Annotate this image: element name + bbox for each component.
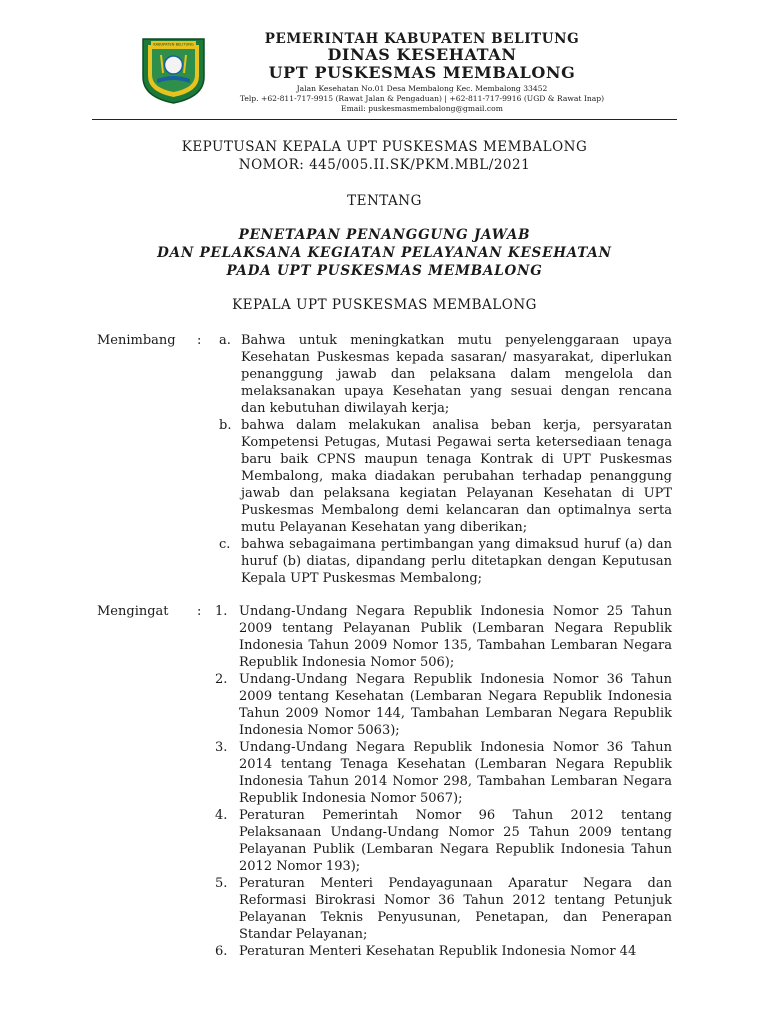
belitung-regency-crest-icon xyxy=(137,33,210,106)
subject-line-1: PENETAPAN PENANGGUNG JAWAB xyxy=(238,227,531,243)
list-item xyxy=(97,943,672,960)
list-marker: 5. xyxy=(215,876,228,891)
list-item xyxy=(97,875,672,943)
subject-line-3: PADA UPT PUSKESMAS MEMBALONG xyxy=(226,263,543,279)
decree-about: TENTANG xyxy=(347,193,422,209)
list-marker: b. xyxy=(219,418,232,433)
list-item-text: bahwa sebagaimana pertimbangan yang dimaksud huruf (a) dan huruf (b) diatas, dipandang perlu ditetapkan dengan Keputusan Kepala UPT Puskesmas Membalong; xyxy=(241,537,672,586)
list-marker: 4. xyxy=(215,808,228,823)
list-item-text: Peraturan Pemerintah Nomor 96 Tahun 2012 tentang Pelaksanaan Undang-Undang Nomor 25 Tahun 2009 tentang Pelayanan Publik (Lembaran Negara Republik Indonesia Tahun 2012 Nomor 193); xyxy=(239,808,672,874)
crest-banner-text: KABUPATEN BELITUNG xyxy=(153,42,194,47)
list-item-text: Peraturan Menteri Pendayagunaan Aparatur Negara dan Reformasi Birokrasi Nomor 36 Tahun 2012 tentang Petunjuk Pelayanan Teknis Penyusunan, Penetapan, dan Penerapan Standar Pelayanan; xyxy=(239,876,672,942)
decree-number: NOMOR: 445/005.II.SK/PKM.MBL/2021 xyxy=(238,157,531,173)
subject-line-2: DAN PELAKSANA KEGIATAN PELAYANAN KESEHATAN xyxy=(157,245,612,261)
list-item xyxy=(97,671,672,739)
address-line: Jalan Kesehatan No.01 Desa Membalong Kec. Membalong 33452 xyxy=(296,84,548,93)
unit-name: UPT PUSKESMAS MEMBALONG xyxy=(268,63,576,82)
government-name: PEMERINTAH KABUPATEN BELITUNG xyxy=(264,31,580,47)
list-item-text: Undang-Undang Negara Republik Indonesia Nomor 25 Tahun 2009 tentang Pelayanan Publik (Lembaran Negara Republik Indonesia Tahun 2009 Nomor 135, Tambahan Lembaran Negara Republik Indonesia Nomor 506); xyxy=(239,604,672,670)
list-marker: c. xyxy=(219,537,231,552)
decree-issuer: KEPALA UPT PUSKESMAS MEMBALONG xyxy=(232,297,537,313)
list-item-text: Undang-Undang Negara Republik Indonesia Nomor 36 Tahun 2014 tentang Tenaga Kesehatan (Lembaran Negara Republik Indonesia Tahun 2014 Nomor 298, Tambahan Lembaran Negara Republik Indonesia Nomor 5067); xyxy=(239,740,672,806)
list-item-text: Undang-Undang Negara Republik Indonesia Nomor 36 Tahun 2009 tentang Kesehatan (Lembaran Negara Republik Indonesia Tahun 2009 Nomor 144, Tambahan Lembaran Negara Republik Indonesia Nomor 5063); xyxy=(239,672,672,738)
section-label: Mengingat xyxy=(97,604,169,619)
list-item xyxy=(97,739,672,807)
list-marker: a. xyxy=(219,333,231,348)
list-item-text: Bahwa untuk meningkatkan mutu penyelenggaraan upaya Kesehatan Puskesmas kepada sasaran/ masyarakat, diperlukan penanggung jawab dan pelaksana dalam mengelola dan melaksanakan upaya Kesehatan yang sesuai dengan rencana dan kebutuhan diwilayah kerja; xyxy=(241,333,672,416)
section-label: Menimbang xyxy=(97,333,176,348)
list-item xyxy=(97,417,672,536)
phone-line: Telp. +62-811-717-9915 (Rawat Jalan & Pengaduan) | +62-811-717-9916 (UGD & Rawat Inap) xyxy=(239,94,605,103)
list-marker: 6. xyxy=(215,944,228,959)
section-colon: : xyxy=(197,333,202,348)
list-item xyxy=(97,807,672,875)
menimbang-list xyxy=(97,332,672,587)
list-item-text: bahwa dalam melakukan analisa beban kerja, persyaratan Kompetensi Petugas, Mutasi Pegawai serta ketersediaan tenaga baru baik CPNS maupun tenaga Kontrak di UPT Puskesmas Membalong, maka diadakan perubahan terhadap penanggung jawab dan pelaksana kegiatan Pelayanan Kesehatan di UPT Puskesmas Membalong demi kelancaran dan optimalnya serta mutu Pelayanan Kesehatan yang diberikan; xyxy=(241,418,672,535)
letterhead-divider xyxy=(92,119,677,120)
list-marker: 1. xyxy=(215,604,228,619)
list-item-text: Peraturan Menteri Kesehatan Republik Indonesia Nomor 44 xyxy=(239,944,637,959)
list-item xyxy=(97,536,672,587)
agency-name: DINAS KESEHATAN xyxy=(327,45,517,64)
list-marker: 2. xyxy=(215,672,228,687)
list-item xyxy=(97,603,672,671)
email-line: Email: puskesmasmembalong@gmail.com xyxy=(341,104,503,113)
list-marker: 3. xyxy=(215,740,228,755)
decree-title: KEPUTUSAN KEPALA UPT PUSKESMAS MEMBALONG xyxy=(181,139,588,155)
section-colon: : xyxy=(197,604,202,619)
mengingat-list xyxy=(97,603,672,960)
list-item xyxy=(97,332,672,417)
letterhead xyxy=(0,0,768,124)
